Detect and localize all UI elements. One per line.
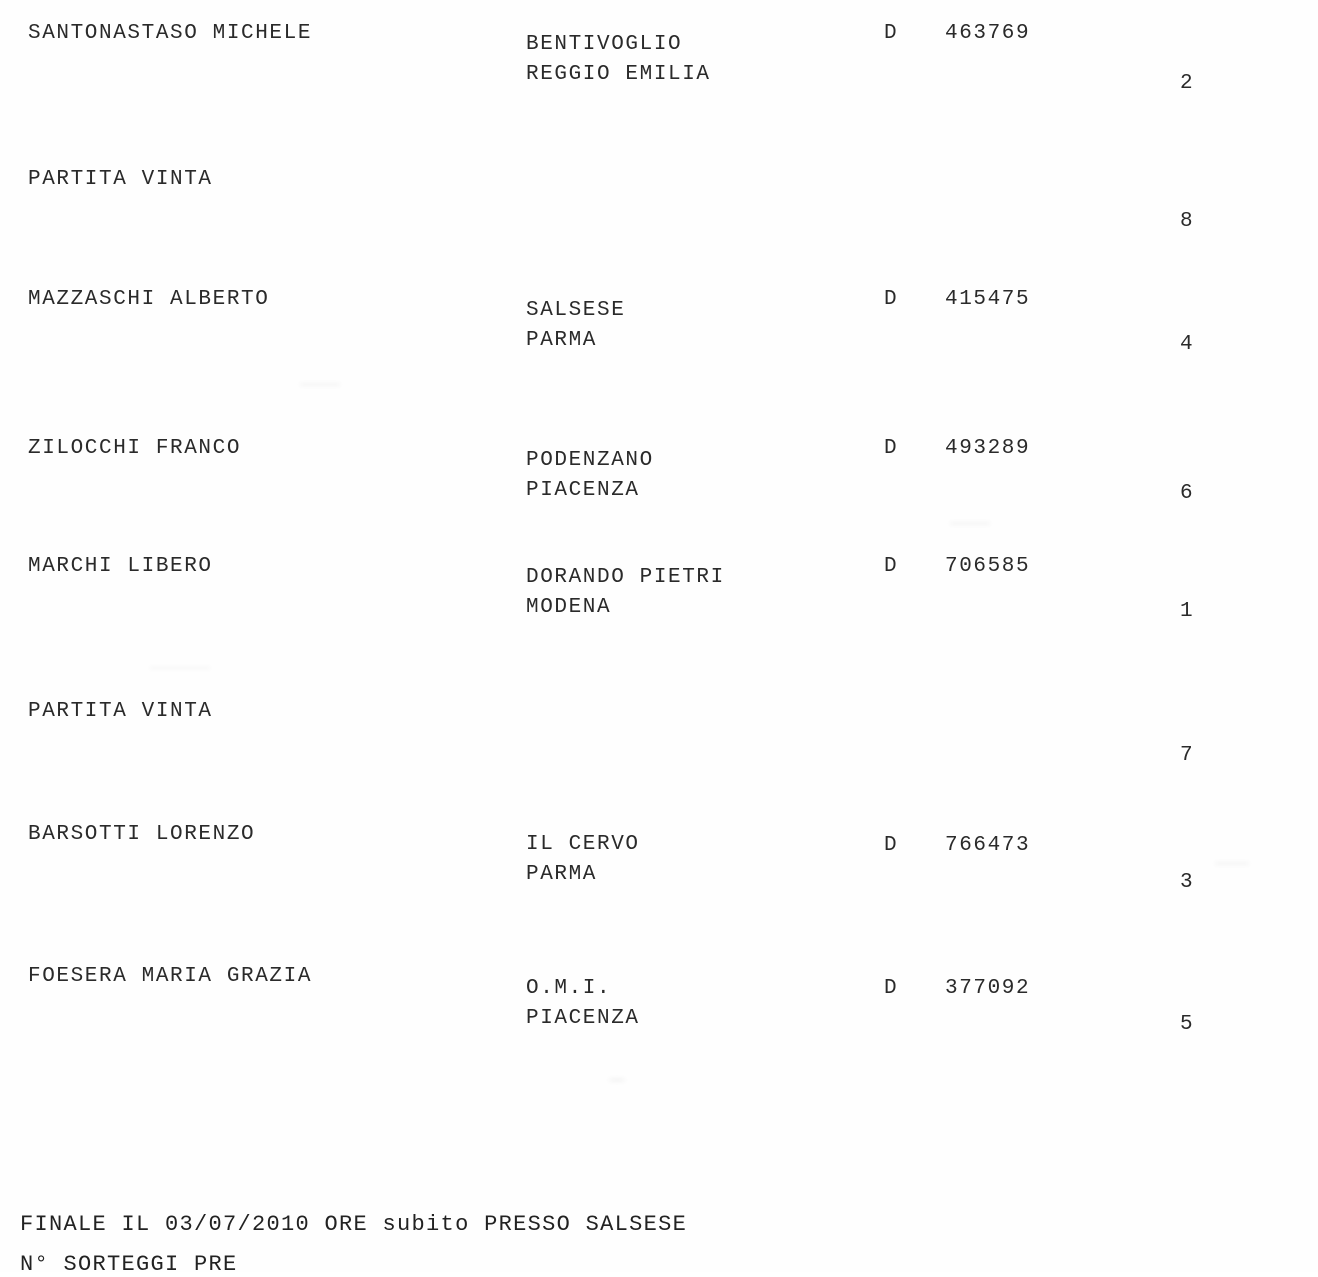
player-seed: 1 — [1180, 600, 1195, 623]
player-seed: 8 — [1180, 210, 1195, 233]
player-club — [526, 296, 625, 356]
player-seed: 4 — [1180, 333, 1195, 356]
player-category: D — [884, 288, 899, 311]
player-category: D — [884, 834, 899, 857]
player-name: SANTONASTASO MICHELE — [28, 22, 313, 45]
player-name: FOESERA MARIA GRAZIA — [28, 965, 313, 988]
scan-artifact — [950, 522, 990, 525]
player-license: 377092 — [945, 977, 1031, 1000]
player-name: PARTITA VINTA — [28, 700, 213, 723]
player-category: D — [884, 22, 899, 45]
player-seed: 5 — [1180, 1013, 1195, 1036]
club-city: PIACENZA — [526, 1006, 640, 1030]
player-license: 493289 — [945, 437, 1031, 460]
scan-artifact — [608, 1078, 626, 1082]
club-name: IL CERVO — [526, 833, 640, 856]
player-category: D — [884, 437, 899, 460]
player-club — [526, 563, 725, 623]
player-license: 415475 — [945, 288, 1031, 311]
club-city: MODENA — [526, 595, 612, 619]
club-city: REGGIO EMILIA — [526, 62, 711, 86]
player-license: 706585 — [945, 555, 1031, 578]
player-club — [526, 446, 654, 506]
club-city: PARMA — [526, 862, 598, 886]
player-seed: 2 — [1180, 72, 1195, 95]
player-name: BARSOTTI LORENZO — [28, 823, 256, 846]
player-club — [526, 30, 711, 90]
player-seed: 6 — [1180, 482, 1195, 505]
player-club — [526, 974, 640, 1034]
club-name: BENTIVOGLIO — [526, 33, 683, 56]
player-club — [526, 830, 640, 890]
scan-artifact — [150, 667, 210, 669]
player-name: PARTITA VINTA — [28, 168, 213, 191]
player-license: 766473 — [945, 834, 1031, 857]
scan-artifact — [1215, 862, 1249, 865]
club-name: PODENZANO — [526, 449, 654, 472]
player-name: MAZZASCHI ALBERTO — [28, 288, 270, 311]
player-name: MARCHI LIBERO — [28, 555, 213, 578]
club-city: PARMA — [526, 328, 598, 352]
footer-final-info: FINALE IL 03/07/2010 ORE subito PRESSO SALSESE — [20, 1212, 688, 1237]
player-seed: 3 — [1180, 871, 1195, 894]
player-category: D — [884, 555, 899, 578]
player-seed: 7 — [1180, 744, 1195, 767]
player-name: ZILOCCHI FRANCO — [28, 437, 242, 460]
club-name: DORANDO PIETRI — [526, 566, 725, 589]
player-license: 463769 — [945, 22, 1031, 45]
club-city: PIACENZA — [526, 478, 640, 502]
scan-artifact — [300, 383, 340, 386]
club-name: O.M.I. — [526, 977, 612, 1000]
footer-draw-info: N° SORTEGGI PRE — [20, 1252, 238, 1277]
club-name: SALSESE — [526, 299, 626, 322]
player-category: D — [884, 977, 899, 1000]
